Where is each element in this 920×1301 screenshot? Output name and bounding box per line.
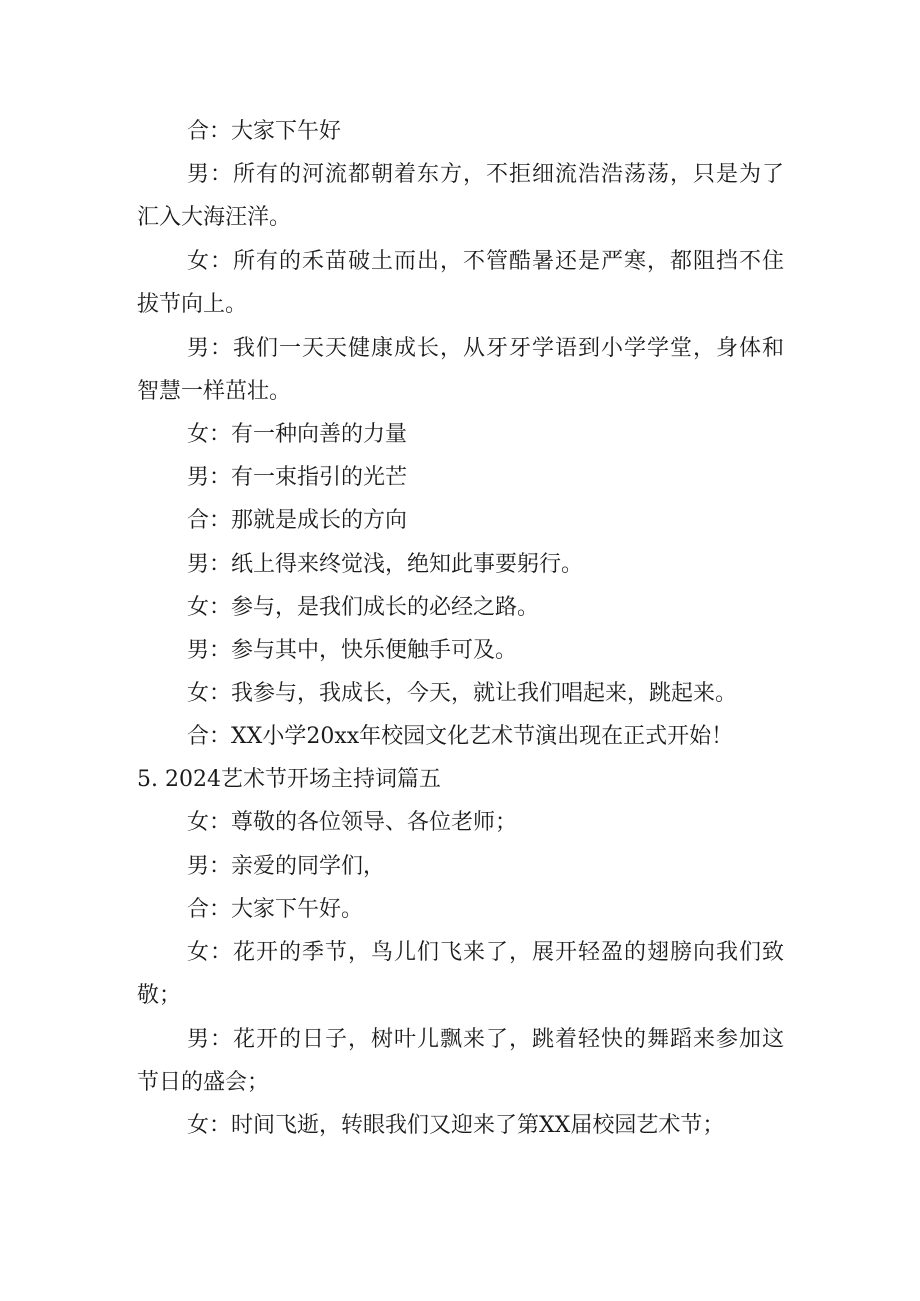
text-line: 女：所有的禾苗破土而出，不管酷暑还是严寒，都阻挡不住: [187, 249, 784, 274]
text-line: 女：尊敬的各位领导、各位老师；: [187, 810, 518, 835]
text-line: 女：参与，是我们成长的必经之路。: [187, 595, 540, 620]
text-line: 合：大家下午好。: [187, 897, 364, 922]
text-line: 男：纸上得来终觉浅，绝知此事要躬行。: [187, 552, 584, 577]
text-line: 男：有一束指引的光芒: [187, 465, 408, 490]
text-line: 智慧一样茁壮。: [137, 379, 292, 404]
text-line: 男：所有的河流都朝着东方，不拒细流浩浩荡荡，只是为了: [187, 162, 784, 187]
text-line: 合：大家下午好: [187, 119, 342, 144]
text-line: 男：亲爱的同学们，: [187, 854, 386, 879]
text-line: 女：我参与，我成长，今天，就让我们唱起来，跳起来。: [187, 681, 738, 706]
text-line: 男：参与其中，快乐便触手可及。: [187, 638, 518, 663]
text-line: 节日的盛会；: [137, 1070, 270, 1095]
section-heading: 5. 2024艺术节开场主持词篇五: [137, 767, 441, 792]
text-line: 拔节向上。: [137, 292, 248, 317]
text-line: 敬；: [137, 983, 182, 1008]
text-line: 女：时间飞逝，转眼我们又迎来了第XX届校园艺术节；: [187, 1113, 725, 1138]
text-line: 男：花开的日子，树叶儿飘来了，跳着轻快的舞蹈来参加这: [187, 1027, 784, 1052]
text-line: 汇入大海汪洋。: [137, 205, 292, 230]
text-line: 合：那就是成长的方向: [187, 508, 408, 533]
text-line: 男：我们一天天健康成长，从牙牙学语到小学学堂，身体和: [187, 336, 784, 361]
text-line: 女：花开的季节，鸟儿们飞来了，展开轻盈的翅膀向我们致: [187, 940, 784, 965]
text-line: 女：有一种向善的力量: [187, 422, 408, 447]
text-line: 合：XX小学20xx年校园文化艺术节演出现在正式开始！: [187, 724, 734, 749]
